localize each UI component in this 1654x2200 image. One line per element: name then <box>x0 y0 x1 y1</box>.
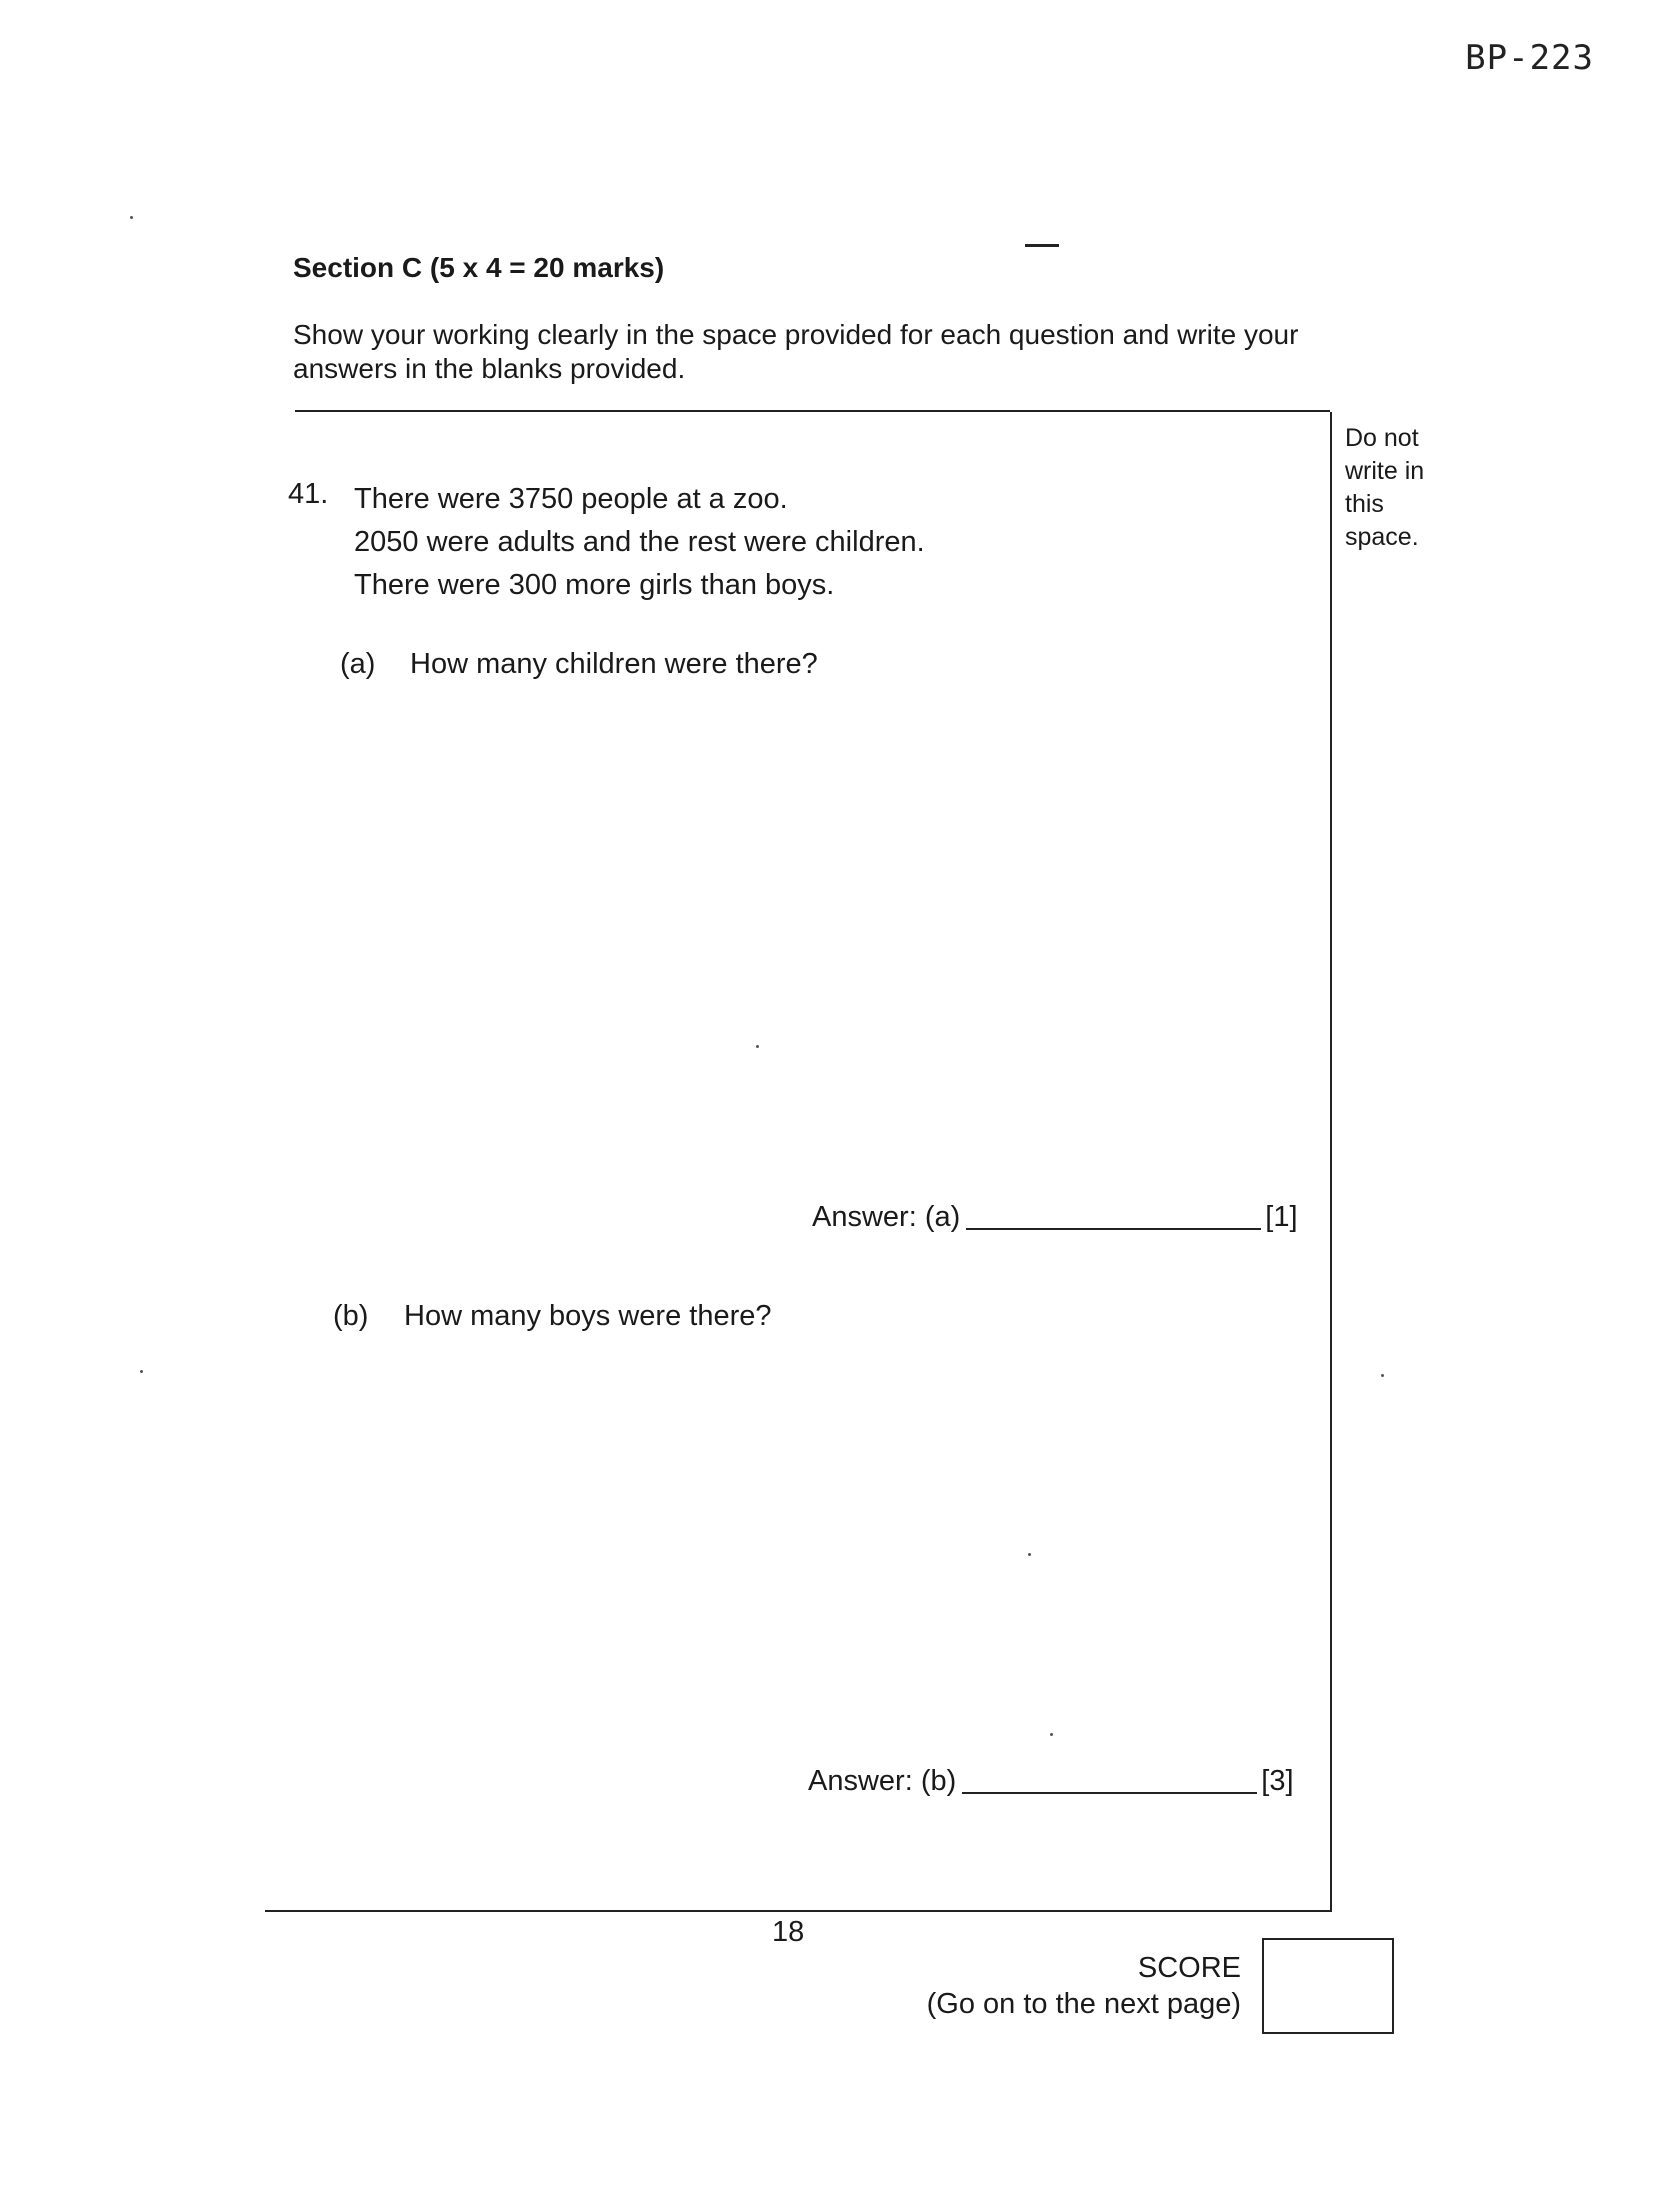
scan-speck <box>140 1370 143 1373</box>
question-number: 41. <box>288 478 329 510</box>
margin-note-line: this <box>1345 490 1384 518</box>
score-label <box>927 1950 1241 2022</box>
score-box[interactable] <box>1262 1938 1394 2034</box>
part-a-marks: [1] <box>1265 1201 1298 1233</box>
scan-speck <box>1050 1733 1053 1736</box>
part-a-label: (a) <box>340 648 376 680</box>
score-text: SCORE <box>1137 1952 1241 1984</box>
scan-speck <box>1028 1553 1031 1556</box>
next-page-note: (Go on to the next page) <box>926 1988 1241 2020</box>
part-a-question: How many children were there? <box>410 648 818 680</box>
part-b-marks: [3] <box>1261 1765 1294 1797</box>
scan-speck <box>756 1045 759 1048</box>
part-b-label: (b) <box>333 1300 369 1332</box>
part-b-question: How many boys were there? <box>404 1300 772 1332</box>
answer-box-bottom-border <box>265 1910 1332 1912</box>
section-instructions: Show your working clearly in the space provided for each question and write your answers in the blanks provided. <box>293 319 1299 384</box>
margin-note <box>1345 422 1455 554</box>
scan-speck <box>130 216 133 219</box>
question-stem-line: There were 300 more girls than boys. <box>354 569 835 601</box>
part-a-answer-label: Answer: (a) <box>812 1201 961 1233</box>
question-stem-line: There were 3750 people at a zoo. <box>354 483 788 515</box>
top-dash-mark <box>1025 244 1059 247</box>
part-b-answer-line <box>808 1764 1294 1798</box>
section-title: Section C (5 x 4 = 20 marks) <box>293 252 665 283</box>
part-a-answer-blank[interactable] <box>966 1200 1261 1230</box>
margin-note-line: Do not <box>1345 424 1419 452</box>
margin-note-line: space. <box>1345 523 1419 551</box>
part-b-answer-blank[interactable] <box>962 1764 1257 1794</box>
scan-speck <box>1381 1374 1384 1377</box>
question-stem <box>354 478 925 607</box>
answer-box-right-border <box>1330 412 1332 1912</box>
answer-box-top-border <box>295 410 1330 412</box>
page-number: 18 <box>772 1916 805 1948</box>
question-stem-line: 2050 were adults and the rest were children. <box>354 526 925 558</box>
part-b-answer-label: Answer: (b) <box>808 1765 957 1797</box>
margin-note-line: write in <box>1345 457 1425 485</box>
part-a-answer-line <box>812 1200 1298 1234</box>
document-code: BP-223 <box>1465 38 1594 78</box>
